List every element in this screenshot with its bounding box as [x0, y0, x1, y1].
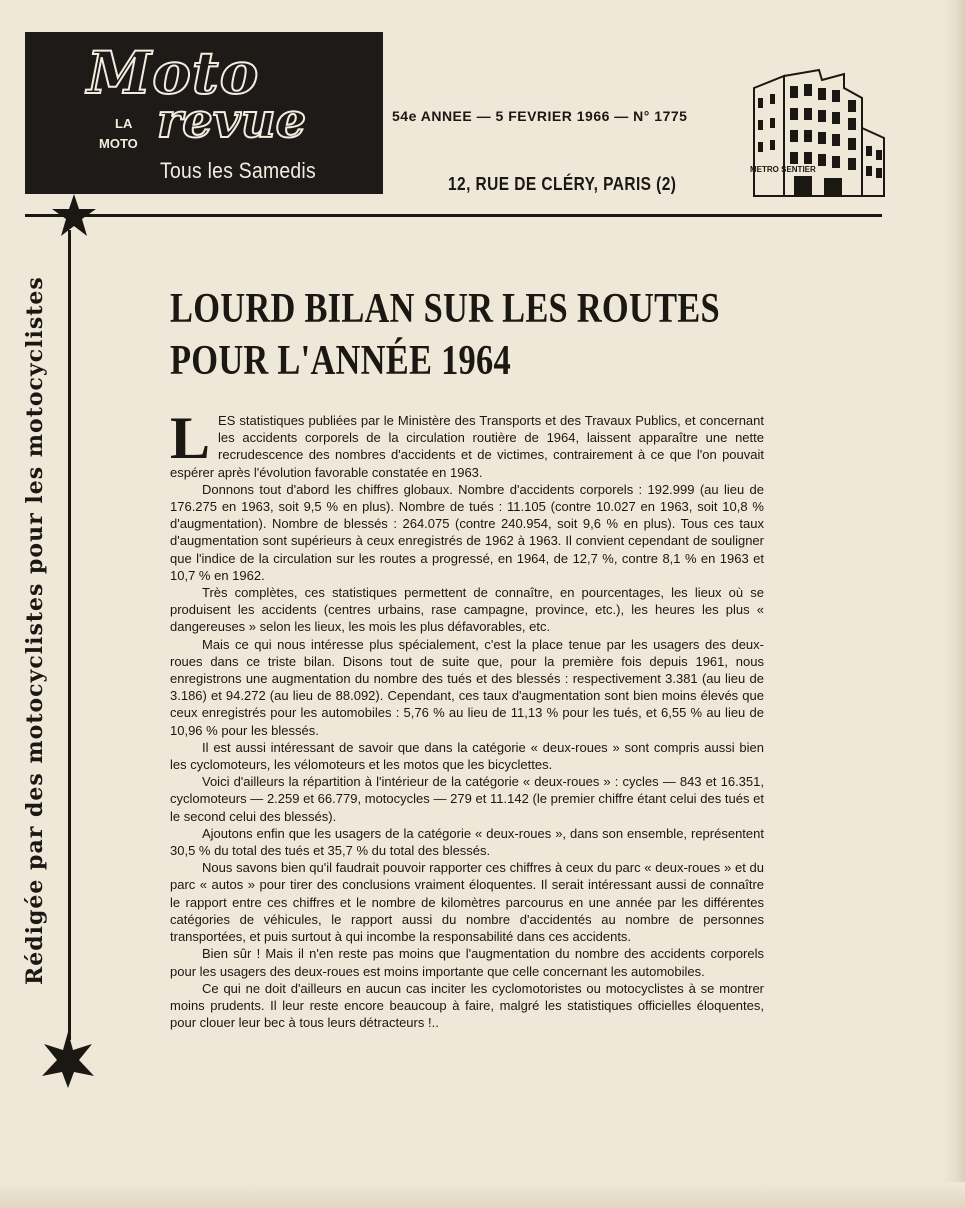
article-headline: [170, 283, 720, 387]
page-edge-shadow: [943, 0, 965, 1208]
paragraph-1-text: ES statistiques publiées par le Ministère des Transports et des Travaux Publics, et concernant les accidents corporels de la circulation routière de 1964, laissent apparaître une nette recrudescence des nombres d'accidents et de victimes, contrairement à ce que l'on pouvait espérer après l'évolution favorable constatée en 1963.: [170, 413, 764, 480]
publisher-address: 12, RUE DE CLÉRY, PARIS (2): [448, 174, 677, 194]
drop-cap: L: [170, 405, 211, 471]
vertical-slogan: Rédigée par des motocyclistes pour les motocyclistes: [22, 276, 48, 985]
masthead-logo-block: [25, 32, 383, 194]
paragraph-5: Il est aussi intéressant de savoir que dans la catégorie « deux-roues » sont compris aussi bien les cyclomoteurs, les vélomoteurs et les motos que les bicyclettes.: [170, 739, 764, 773]
article-body: [170, 405, 764, 1031]
logo-word-revue: revue: [157, 93, 307, 149]
paragraph-4: Mais ce qui nous intéresse plus spécialement, c'est la place tenue par les usagers des deux-roues dans ce triste bilan. Disons tout de suite que, pour la première fois depuis 1961, nous enregistrons une augmentation du nombre des tués et des blessés : respectivement 3.381 (au lieu de 3.186) et 94.272 (au lieu de 88.092). Cependant, ces taux d'augmentation sont bien moins élevés que ceux enregistrés pour les automobiles : 5,76 % au lieu de 11,13 % pour les tués, et 6,55 % au lieu de 10,96 % pour les blessés.: [170, 636, 764, 738]
headline-line-2: POUR L'ANNÉE 1964: [170, 338, 511, 384]
logo-small-moto: MOTO: [99, 136, 138, 151]
paragraph-6: Voici d'ailleurs la répartition à l'intérieur de la catégorie « deux-roues » : cycles — 843 et 16.351, cyclomoteurs — 2.259 et 66.779, motocycles — 279 et 11.142 (le premier chiffre étant celui des tués et le second celui des blessés).: [170, 774, 764, 824]
building-illustration: [744, 68, 886, 198]
logo-word-moto: Moto: [87, 39, 260, 107]
paragraph-3: Très complètes, ces statistiques permettent de connaître, en pourcentages, les lieux où se produisent les accidents (centres urbains, rase campagne, province, etc.), les heures les plus « dangereuses » selon les lieux, les mois les plus défavorables, etc.: [170, 585, 764, 635]
building-sign-text: METRO SENTIER: [750, 165, 816, 174]
paragraph-1: [170, 405, 764, 481]
side-divider: [68, 230, 71, 1040]
paragraph-8: Nous savons bien qu'il faudrait pouvoir rapporter ces chiffres à ceux du parc « deux-roues » et du parc « autos » pour tirer des conclusions vraiment éloquentes. Il serait intéressant aussi de connaître le rapport entre ces chiffres et le nombre de kilomètres parcourus en une année par les différentes catégories de véhicules, le rapport aussi du nombre d'accidentés au nombre de personnes transportées, et puis surtout à qui incombe la responsabilité dans ces accidents.: [170, 860, 764, 945]
headline-line-1: LOURD BILAN SUR LES ROUTES: [170, 286, 720, 332]
logo-small-la: LA: [115, 116, 133, 131]
page-bottom-edge: [0, 1182, 965, 1208]
issue-info: 54e ANNEE — 5 FEVRIER 1966 — N° 1775: [392, 108, 688, 124]
paragraph-2: Donnons tout d'abord les chiffres globaux. Nombre d'accidents corporels : 192.999 (au lieu de 176.275 en 1963, soit 9,5 % en plus). Nombre de tués : 11.105 (contre 10.027 en 1963, soit 10,8 % d'augmentation). Nombre de blessés : 264.075 (contre 240.954, soit 9,6 % en plus). Tous ces taux d'augmentation sont supérieurs à ceux enregistrés de 1962 à 1963. Il convient cependant de souligner que l'indice de la circulation sur les routes a progressé, en 1964, de 12,7 %, contre 8,1 % en 1963 et 10,7 % en 1962.: [170, 481, 764, 583]
masthead-tagline: Tous les Samedis: [160, 158, 316, 183]
star-ornament-icon: [48, 192, 100, 240]
paragraph-7: Ajoutons enfin que les usagers de la catégorie « deux-roues », dans son ensemble, représentent 30,5 % du total des tués et 35,7 % du total des blessés.: [170, 825, 764, 859]
paragraph-10: Ce qui ne doit d'ailleurs en aucun cas inciter les cyclomotoristes ou motocyclistes à se montrer moins prudents. Il leur reste encore beaucoup à faire, malgré les statistiques officielles éloquentes, pour clouer leur bec à tous leurs détracteurs !..: [170, 980, 764, 1031]
paragraph-9: Bien sûr ! Mais il n'en reste pas moins que l'augmentation du nombre des accidents corporels pour les usagers des deux-roues est moins importante que celle concernant les automobiles.: [170, 946, 764, 979]
header-divider: [25, 214, 882, 217]
star-ornament-icon: [40, 1030, 96, 1090]
